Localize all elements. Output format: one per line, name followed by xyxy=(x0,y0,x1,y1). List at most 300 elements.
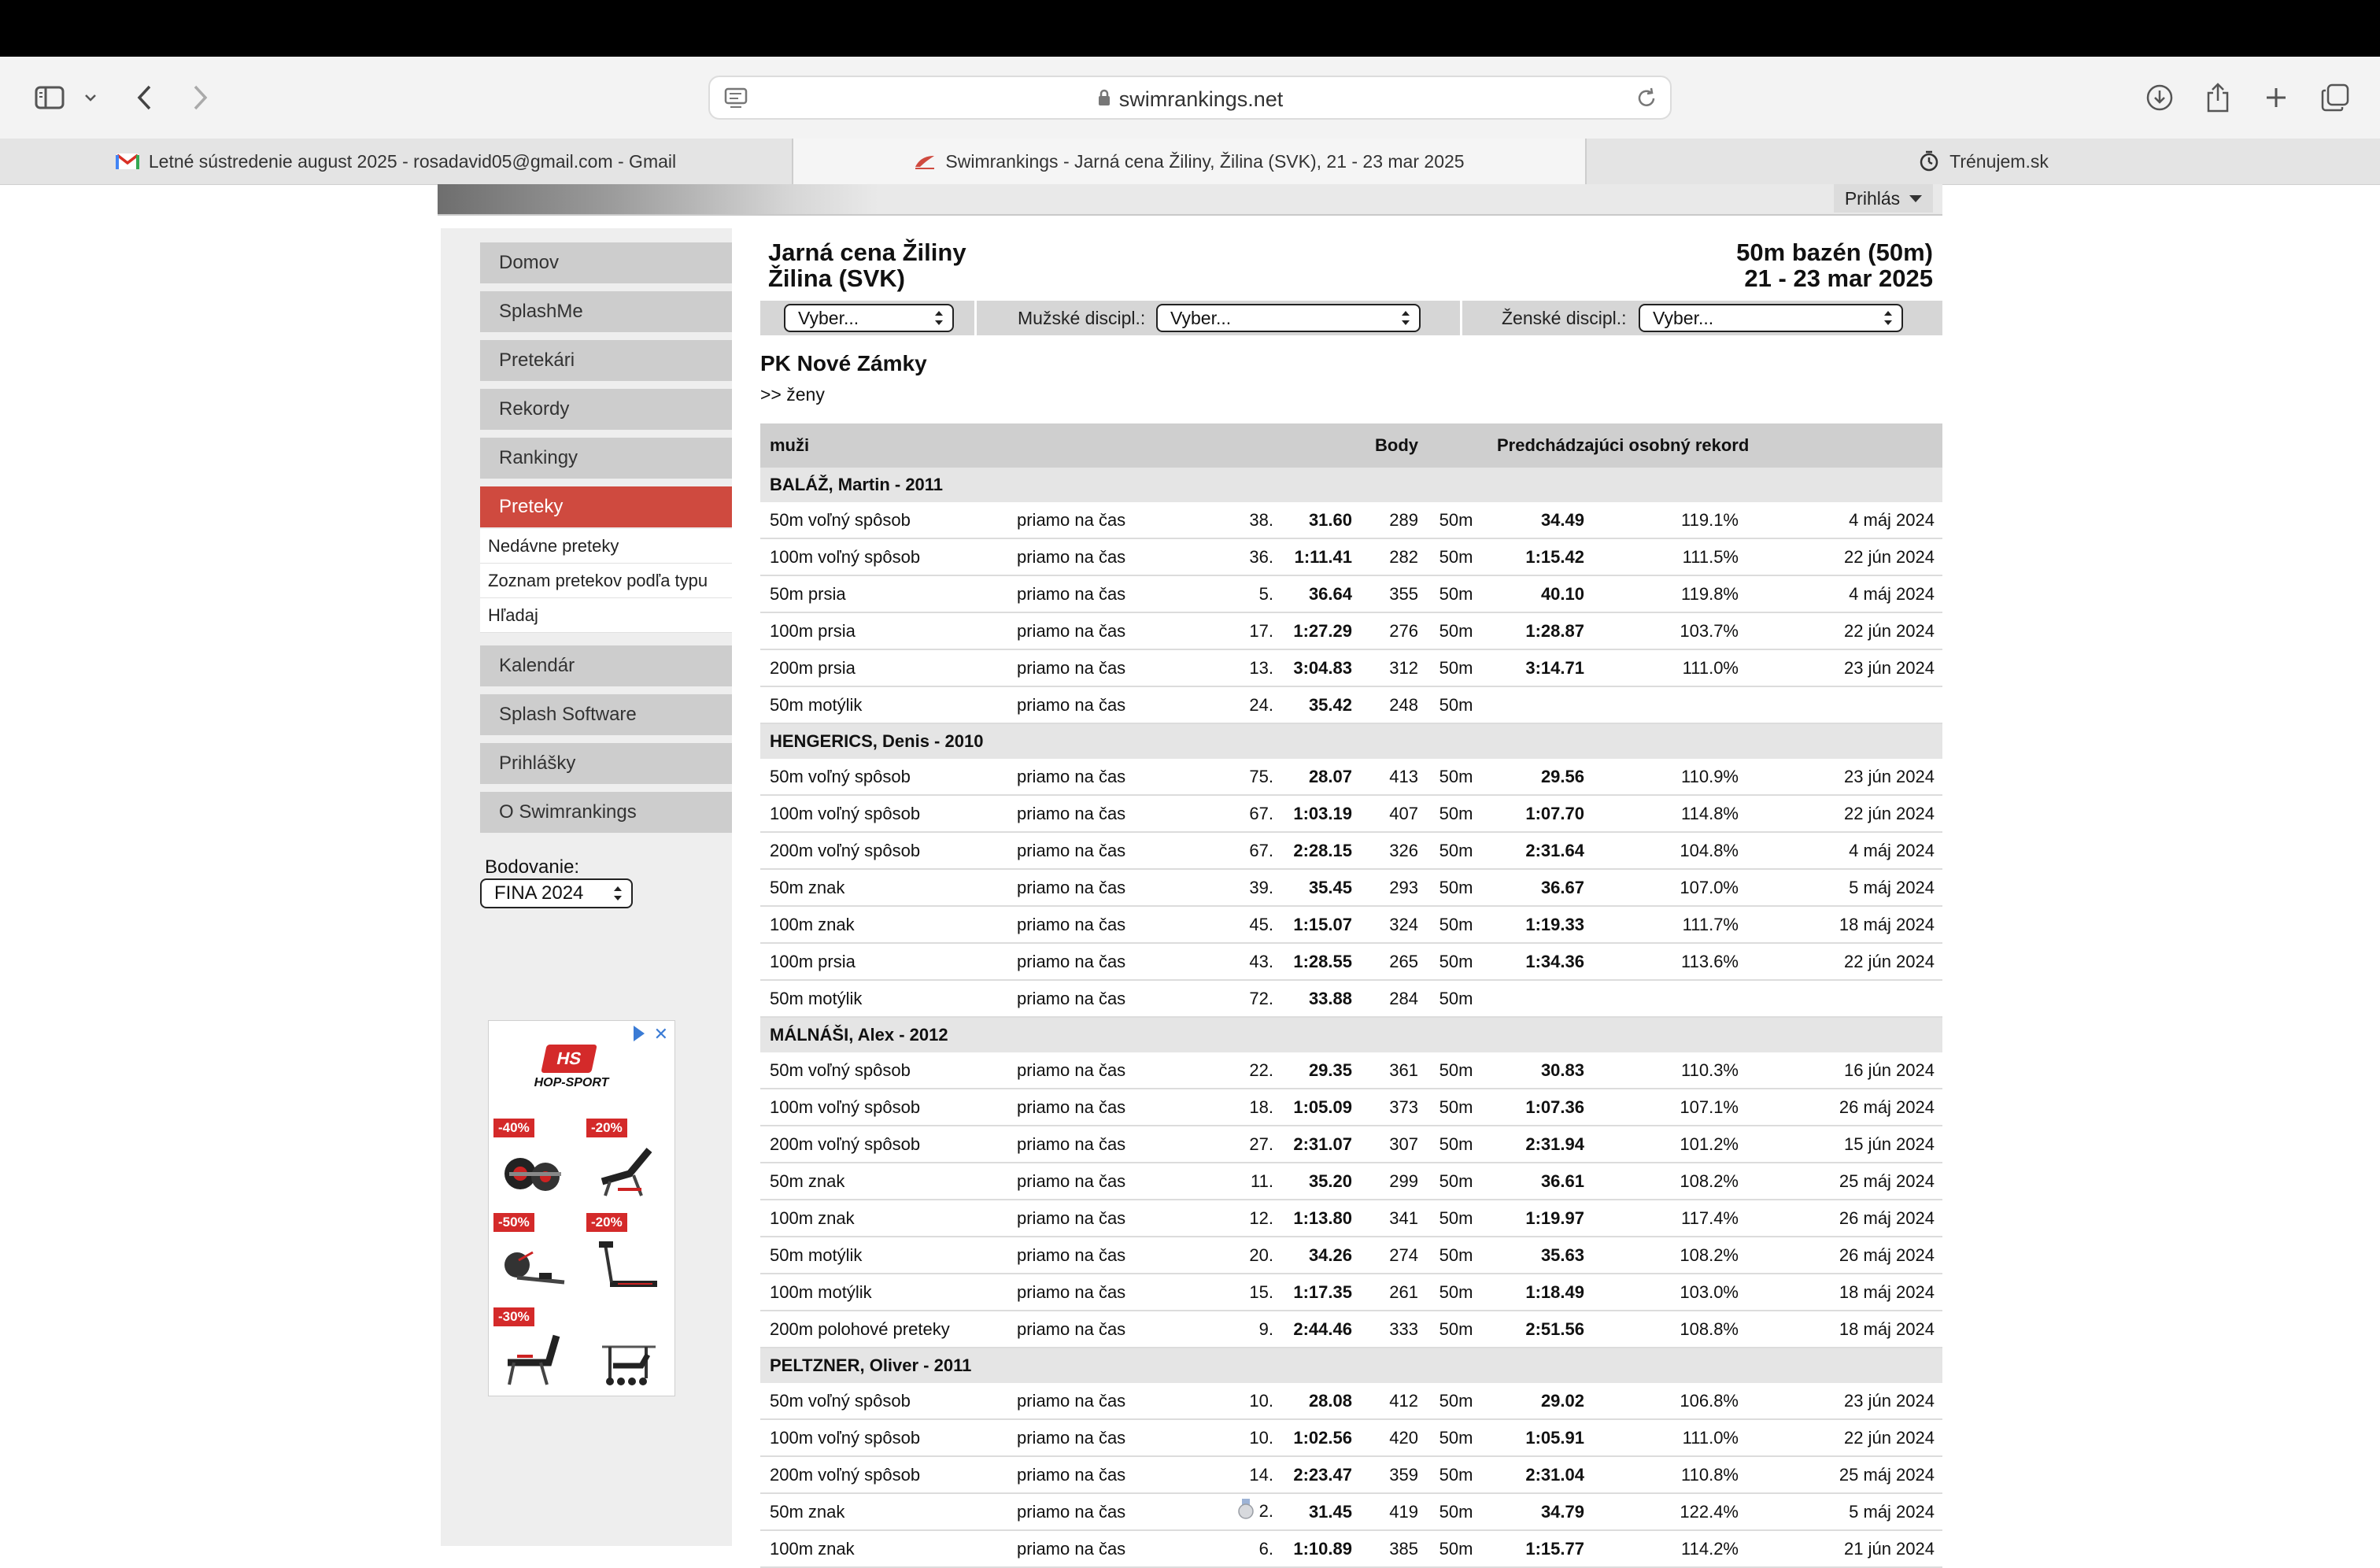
filter-bar xyxy=(760,301,1942,335)
place-value: 67. xyxy=(1249,840,1273,860)
place-cell xyxy=(1177,1200,1273,1237)
event-cell[interactable]: 50m voľný spôsob xyxy=(760,759,1017,795)
sidebar-item-pretekari[interactable] xyxy=(480,340,732,381)
sidebar-item-splash-software[interactable] xyxy=(480,694,732,735)
pb-percent-cell: 111.0% xyxy=(1584,1419,1739,1456)
pb-date-cell: 25 máj 2024 xyxy=(1739,1163,1942,1200)
place-cell xyxy=(1177,1274,1273,1311)
reload-icon[interactable] xyxy=(1635,87,1658,114)
ad-product-weight-bench[interactable] xyxy=(586,1307,668,1394)
pb-time-cell[interactable]: 1:15.42 xyxy=(1494,538,1584,575)
time-cell[interactable]: 3:04.83 xyxy=(1273,649,1352,686)
scoring-label: Bodovanie: xyxy=(485,856,580,878)
ad-product-bench[interactable] xyxy=(586,1119,668,1205)
pool-cell: 50m xyxy=(1418,1237,1494,1274)
event-cell[interactable]: 200m voľný spôsob xyxy=(760,832,1017,869)
pb-date-cell xyxy=(1739,980,1942,1017)
swimmer-name[interactable]: MÁLNÁŠI, Alex - 2012 xyxy=(760,1017,1942,1052)
points-cell: 373 xyxy=(1352,1089,1418,1126)
place-value: 39. xyxy=(1249,877,1273,897)
time-cell[interactable]: 33.88 xyxy=(1273,980,1352,1017)
place-value: 17. xyxy=(1249,620,1273,641)
sidebar-item-rekordy[interactable] xyxy=(480,389,732,430)
time-cell[interactable]: 1:10.89 xyxy=(1273,1530,1352,1567)
pb-time-cell[interactable]: 3:14.71 xyxy=(1494,649,1584,686)
pb-percent-cell: 119.8% xyxy=(1584,575,1739,612)
place-cell xyxy=(1177,1311,1273,1348)
sidebar-item-prihlasky[interactable] xyxy=(480,743,732,784)
place-cell xyxy=(1177,612,1273,649)
pb-time-cell[interactable]: 1:19.97 xyxy=(1494,1200,1584,1237)
result-row xyxy=(760,1200,1942,1237)
place-value: 10. xyxy=(1249,1427,1273,1448)
ad-product-treadmill[interactable] xyxy=(586,1213,668,1300)
time-cell[interactable]: 1:03.19 xyxy=(1273,795,1352,832)
men-events-label: Mužské discipl.: xyxy=(1018,308,1146,328)
points-cell: 333 xyxy=(1352,1311,1418,1348)
event-cell[interactable]: 200m voľný spôsob xyxy=(760,1126,1017,1163)
place-cell xyxy=(1177,759,1273,795)
tab-swimrankings[interactable] xyxy=(793,139,1587,184)
pb-time-cell[interactable]: 35.63 xyxy=(1494,1237,1584,1274)
event-pool: 50m bazén (50m) xyxy=(1736,239,1933,266)
tab-label: Letné sústredenie august 2025 - rosadavid05@gmail.com - Gmail xyxy=(148,150,677,172)
type-cell: priamo na čas xyxy=(1017,1274,1177,1311)
pool-cell: 50m xyxy=(1418,1163,1494,1200)
place-cell xyxy=(1177,906,1273,943)
ad-product-dumbbells[interactable] xyxy=(493,1119,575,1205)
bench-icon xyxy=(594,1142,660,1197)
place-cell xyxy=(1177,575,1273,612)
place-value: 38. xyxy=(1249,509,1273,530)
event-dates: 21 - 23 mar 2025 xyxy=(1744,264,1933,292)
place-cell xyxy=(1177,832,1273,869)
event-cell[interactable]: 200m prsia xyxy=(760,649,1017,686)
points-cell: 355 xyxy=(1352,575,1418,612)
pb-percent-cell: 110.8% xyxy=(1584,1456,1739,1493)
place-value: 14. xyxy=(1249,1464,1273,1485)
pool-cell: 50m xyxy=(1418,502,1494,538)
adchoices-icon[interactable] xyxy=(634,1026,645,1041)
login-button[interactable] xyxy=(1834,184,1933,213)
result-row xyxy=(760,1493,1942,1530)
ad-product-rower[interactable] xyxy=(493,1213,575,1300)
event-cell[interactable]: 50m motýlik xyxy=(760,1237,1017,1274)
header-points: Body xyxy=(1352,423,1418,468)
pb-date-cell: 23 jún 2024 xyxy=(1739,759,1942,795)
sidebar-subitem-recent[interactable] xyxy=(480,529,732,564)
time-cell[interactable]: 1:13.80 xyxy=(1273,1200,1352,1237)
pb-time-cell[interactable]: 1:15.77 xyxy=(1494,1530,1584,1567)
place-value: 27. xyxy=(1249,1133,1273,1154)
type-cell: priamo na čas xyxy=(1017,1052,1177,1089)
header-group: muži xyxy=(760,423,1352,468)
time-cell[interactable]: 34.26 xyxy=(1273,1237,1352,1274)
event-cell[interactable]: 100m prsia xyxy=(760,943,1017,980)
result-row xyxy=(760,1237,1942,1274)
points-cell: 274 xyxy=(1352,1237,1418,1274)
pb-time-cell[interactable]: 2:31.64 xyxy=(1494,832,1584,869)
event-location: Žilina (SVK) xyxy=(768,264,905,292)
tab-trenujem[interactable] xyxy=(1587,139,2380,184)
scoring-select[interactable] xyxy=(480,878,633,908)
points-cell: 284 xyxy=(1352,980,1418,1017)
pb-percent-cell: 111.7% xyxy=(1584,906,1739,943)
result-row xyxy=(760,869,1942,906)
trenujem-icon xyxy=(1918,150,1940,172)
sidebar-item-domov[interactable] xyxy=(480,242,732,283)
place-value: 75. xyxy=(1249,766,1273,786)
swimmer-name[interactable]: HENGERICS, Denis - 2010 xyxy=(760,723,1942,759)
points-cell: 420 xyxy=(1352,1419,1418,1456)
type-cell: priamo na čas xyxy=(1017,1200,1177,1237)
pb-time-cell[interactable]: 1:07.36 xyxy=(1494,1089,1584,1126)
pb-percent-cell: 111.0% xyxy=(1584,649,1739,686)
ad-product-bench-2[interactable] xyxy=(493,1307,575,1394)
type-cell: priamo na čas xyxy=(1017,832,1177,869)
type-cell: priamo na čas xyxy=(1017,1530,1177,1567)
pb-time-cell[interactable]: 29.56 xyxy=(1494,759,1584,795)
tab-label: Trénujem.sk xyxy=(1949,150,2049,172)
points-cell: 299 xyxy=(1352,1163,1418,1200)
place-cell xyxy=(1177,1530,1273,1567)
time-cell[interactable]: 1:11.41 xyxy=(1273,538,1352,575)
nav-label: Pretekári xyxy=(499,349,575,371)
type-cell: priamo na čas xyxy=(1017,1237,1177,1274)
pb-date-cell: 25 máj 2024 xyxy=(1739,1456,1942,1493)
downloads-icon[interactable] xyxy=(2142,77,2177,118)
pb-time-cell[interactable]: 30.83 xyxy=(1494,1052,1584,1089)
place-value: 11. xyxy=(1251,1170,1273,1191)
place-value: 24. xyxy=(1249,694,1273,715)
event-cell[interactable]: 200m voľný spôsob xyxy=(760,1456,1017,1493)
back-icon[interactable] xyxy=(129,77,161,118)
type-cell: priamo na čas xyxy=(1017,943,1177,980)
place-cell xyxy=(1177,1383,1273,1419)
sidebar-subitem-search[interactable] xyxy=(480,598,732,633)
discount-badge: -50% xyxy=(493,1213,534,1232)
pb-time-cell[interactable]: 1:07.70 xyxy=(1494,795,1584,832)
pb-date-cell: 4 máj 2024 xyxy=(1739,575,1942,612)
swimmer-row xyxy=(760,468,1942,502)
event-cell[interactable]: 50m voľný spôsob xyxy=(760,1052,1017,1089)
pool-cell: 50m xyxy=(1418,759,1494,795)
time-cell[interactable]: 2:23.47 xyxy=(1273,1456,1352,1493)
pb-time-cell[interactable] xyxy=(1494,686,1584,723)
ad-brand: HOP-SPORT xyxy=(534,1076,609,1089)
women-events-select[interactable] xyxy=(1639,304,1903,332)
place-cell xyxy=(1177,795,1273,832)
pb-time-cell[interactable]: 34.49 xyxy=(1494,502,1584,538)
tab-gmail[interactable] xyxy=(0,139,793,184)
time-cell[interactable]: 29.35 xyxy=(1273,1052,1352,1089)
pb-date-cell: 15 jún 2024 xyxy=(1739,1126,1942,1163)
browser-toolbar xyxy=(0,57,2380,139)
pb-time-cell[interactable]: 40.10 xyxy=(1494,575,1584,612)
time-cell[interactable]: 1:05.09 xyxy=(1273,1089,1352,1126)
time-cell[interactable]: 2:44.46 xyxy=(1273,1311,1352,1348)
pb-percent-cell xyxy=(1584,980,1739,1017)
result-row xyxy=(760,1311,1942,1348)
pb-percent-cell: 119.1% xyxy=(1584,502,1739,538)
url-text: swimrankings.net xyxy=(1118,87,1284,111)
points-cell: 407 xyxy=(1352,795,1418,832)
result-row xyxy=(760,1456,1942,1493)
place-value: 6. xyxy=(1258,1538,1273,1559)
type-cell: priamo na čas xyxy=(1017,1419,1177,1456)
place-value: 45. xyxy=(1249,914,1273,934)
time-cell[interactable]: 2:28.15 xyxy=(1273,832,1352,869)
session-select[interactable] xyxy=(784,304,954,332)
result-row xyxy=(760,832,1942,869)
pb-percent-cell: 117.4% xyxy=(1584,1200,1739,1237)
points-cell: 289 xyxy=(1352,502,1418,538)
pb-date-cell: 18 máj 2024 xyxy=(1739,1311,1942,1348)
place-value: 5. xyxy=(1258,583,1273,604)
header-divider xyxy=(438,214,1942,216)
men-events-select[interactable] xyxy=(1156,304,1421,332)
result-row xyxy=(760,1383,1942,1419)
place-cell xyxy=(1177,649,1273,686)
event-cell[interactable]: 50m znak xyxy=(760,1493,1017,1530)
pb-time-cell[interactable]: 29.02 xyxy=(1494,1383,1584,1419)
pb-date-cell: 5 máj 2024 xyxy=(1739,869,1942,906)
pb-time-cell[interactable]: 36.67 xyxy=(1494,869,1584,906)
chevron-down-icon[interactable] xyxy=(80,77,101,118)
pb-percent-cell: 108.2% xyxy=(1584,1237,1739,1274)
pb-date-cell: 18 máj 2024 xyxy=(1739,906,1942,943)
result-row xyxy=(760,943,1942,980)
lock-icon xyxy=(1097,88,1111,113)
share-icon[interactable] xyxy=(2201,77,2235,118)
bench-icon xyxy=(501,1331,567,1386)
pb-percent-cell: 110.3% xyxy=(1584,1052,1739,1089)
pb-date-cell: 22 jún 2024 xyxy=(1739,1419,1942,1456)
event-cell[interactable]: 50m znak xyxy=(760,1163,1017,1200)
pb-time-cell[interactable] xyxy=(1494,980,1584,1017)
pb-date-cell: 26 máj 2024 xyxy=(1739,1089,1942,1126)
points-cell: 359 xyxy=(1352,1456,1418,1493)
results-table xyxy=(760,423,1942,1568)
place-cell xyxy=(1177,869,1273,906)
treadmill-icon xyxy=(594,1237,660,1292)
event-cell[interactable]: 100m voľný spôsob xyxy=(760,795,1017,832)
select-arrows-icon xyxy=(935,311,943,325)
nav-label: Rekordy xyxy=(499,398,570,420)
time-cell[interactable]: 35.20 xyxy=(1273,1163,1352,1200)
place-value: 9. xyxy=(1258,1318,1273,1339)
event-cell[interactable]: 100m znak xyxy=(760,1200,1017,1237)
event-cell[interactable]: 200m polohové preteky xyxy=(760,1311,1017,1348)
new-tab-icon[interactable] xyxy=(2259,77,2293,118)
url-bar[interactable] xyxy=(708,76,1672,120)
pb-percent-cell xyxy=(1584,686,1739,723)
place-cell xyxy=(1177,502,1273,538)
pb-time-cell[interactable]: 2:31.04 xyxy=(1494,1456,1584,1493)
time-cell[interactable]: 1:15.07 xyxy=(1273,906,1352,943)
pool-cell: 50m xyxy=(1418,1200,1494,1237)
result-row xyxy=(760,906,1942,943)
time-cell[interactable]: 1:27.29 xyxy=(1273,612,1352,649)
result-row xyxy=(760,538,1942,575)
header-image xyxy=(438,184,878,214)
dumbbell-icon xyxy=(501,1142,567,1197)
event-name: Jarná cena Žiliny xyxy=(768,239,966,266)
event-cell[interactable]: 100m voľný spôsob xyxy=(760,538,1017,575)
nav-label: Rankingy xyxy=(499,447,578,468)
place-value: 13. xyxy=(1249,657,1273,678)
pool-cell: 50m xyxy=(1418,575,1494,612)
tab-overview-icon[interactable] xyxy=(2317,77,2353,118)
points-cell: 324 xyxy=(1352,906,1418,943)
place-value: 20. xyxy=(1249,1244,1273,1265)
sidebar-item-kalendar[interactable] xyxy=(480,645,732,686)
place-value: 12. xyxy=(1249,1207,1273,1228)
sidebar-item-o-swimrankings[interactable] xyxy=(480,792,732,833)
pool-cell: 50m xyxy=(1418,686,1494,723)
place-value: 15. xyxy=(1249,1281,1273,1302)
pool-cell: 50m xyxy=(1418,1419,1494,1456)
points-cell: 307 xyxy=(1352,1126,1418,1163)
event-cell[interactable]: 50m voľný spôsob xyxy=(760,502,1017,538)
event-cell[interactable]: 50m znak xyxy=(760,869,1017,906)
time-cell[interactable]: 2:31.07 xyxy=(1273,1126,1352,1163)
points-cell: 276 xyxy=(1352,612,1418,649)
time-cell[interactable]: 1:28.55 xyxy=(1273,943,1352,980)
pb-percent-cell: 114.2% xyxy=(1584,1530,1739,1567)
discount-badge: -40% xyxy=(493,1119,534,1137)
place-cell xyxy=(1177,1163,1273,1200)
pb-time-cell[interactable]: 2:31.94 xyxy=(1494,1126,1584,1163)
event-cell[interactable]: 100m znak xyxy=(760,1530,1017,1567)
pb-date-cell: 16 jún 2024 xyxy=(1739,1052,1942,1089)
type-cell: priamo na čas xyxy=(1017,649,1177,686)
select-arrows-icon xyxy=(614,886,622,900)
sidebar-toggle-icon[interactable] xyxy=(30,77,69,118)
result-row xyxy=(760,575,1942,612)
pool-cell: 50m xyxy=(1418,612,1494,649)
type-cell: priamo na čas xyxy=(1017,1311,1177,1348)
place-value: 2. xyxy=(1258,1500,1273,1521)
result-row xyxy=(760,1052,1942,1089)
sidebar-item-splashme[interactable] xyxy=(480,291,732,332)
time-cell[interactable]: 35.45 xyxy=(1273,869,1352,906)
time-cell[interactable]: 35.42 xyxy=(1273,686,1352,723)
pb-date-cell: 22 jún 2024 xyxy=(1739,943,1942,980)
event-cell[interactable]: 100m voľný spôsob xyxy=(760,1419,1017,1456)
place-value: 72. xyxy=(1249,988,1273,1008)
pb-time-cell[interactable]: 2:51.56 xyxy=(1494,1311,1584,1348)
silver-medal-icon xyxy=(1237,1499,1255,1519)
points-cell: 293 xyxy=(1352,869,1418,906)
result-row xyxy=(760,759,1942,795)
time-cell[interactable]: 36.64 xyxy=(1273,575,1352,612)
pool-cell: 50m xyxy=(1418,832,1494,869)
discount-badge: -20% xyxy=(586,1119,627,1137)
points-cell: 385 xyxy=(1352,1530,1418,1567)
pool-cell: 50m xyxy=(1418,1052,1494,1089)
pb-percent-cell: 107.0% xyxy=(1584,869,1739,906)
scoring-value: FINA 2024 xyxy=(494,882,584,904)
type-cell: priamo na čas xyxy=(1017,502,1177,538)
login-label: Prihlás xyxy=(1844,187,1901,209)
weight-bench-icon xyxy=(594,1331,660,1386)
points-cell: 312 xyxy=(1352,649,1418,686)
women-link[interactable]: >> ženy xyxy=(760,384,825,405)
type-cell: priamo na čas xyxy=(1017,612,1177,649)
pb-time-cell[interactable]: 1:05.91 xyxy=(1494,1419,1584,1456)
time-cell[interactable]: 31.60 xyxy=(1273,502,1352,538)
result-row xyxy=(760,1089,1942,1126)
pb-time-cell[interactable]: 1:18.49 xyxy=(1494,1274,1584,1311)
sidebar-item-rankingy[interactable] xyxy=(480,438,732,479)
club-name: PK Nové Zámky xyxy=(760,351,927,375)
pb-percent-cell: 113.6% xyxy=(1584,943,1739,980)
place-cell xyxy=(1177,1052,1273,1089)
pb-time-cell[interactable]: 34.79 xyxy=(1494,1493,1584,1530)
points-cell: 326 xyxy=(1352,832,1418,869)
pb-date-cell: 5 máj 2024 xyxy=(1739,1493,1942,1530)
pb-time-cell[interactable]: 36.61 xyxy=(1494,1163,1584,1200)
type-cell: priamo na čas xyxy=(1017,538,1177,575)
select-value: Vyber... xyxy=(798,307,859,328)
place-cell xyxy=(1177,1419,1273,1456)
time-cell[interactable]: 1:17.35 xyxy=(1273,1274,1352,1311)
time-cell[interactable]: 31.45 xyxy=(1273,1493,1352,1530)
subnav-label: Zoznam pretekov podľa typu xyxy=(488,570,708,590)
sidebar-item-preteky[interactable] xyxy=(480,486,732,527)
forward-icon[interactable] xyxy=(184,77,216,118)
swimmer-name[interactable]: BALÁŽ, Martin - 2011 xyxy=(760,468,1942,502)
ad-logo: HS xyxy=(541,1045,597,1073)
event-cell[interactable]: 50m prsia xyxy=(760,575,1017,612)
filter-divider xyxy=(974,301,977,335)
pb-time-cell[interactable]: 1:34.36 xyxy=(1494,943,1584,980)
result-row xyxy=(760,1530,1942,1567)
rowing-machine-icon xyxy=(501,1237,567,1292)
event-cell[interactable]: 100m motýlik xyxy=(760,1274,1017,1311)
place-cell xyxy=(1177,1456,1273,1493)
points-cell: 412 xyxy=(1352,1383,1418,1419)
pb-time-cell[interactable]: 1:19.33 xyxy=(1494,906,1584,943)
event-cell[interactable]: 50m motýlik xyxy=(760,686,1017,723)
place-value: 22. xyxy=(1249,1060,1273,1080)
pb-percent-cell: 111.5% xyxy=(1584,538,1739,575)
pb-percent-cell: 104.8% xyxy=(1584,832,1739,869)
event-cell[interactable]: 50m voľný spôsob xyxy=(760,1383,1017,1419)
caret-down-icon xyxy=(1909,195,1922,202)
event-cell[interactable]: 50m motýlik xyxy=(760,980,1017,1017)
advertisement[interactable] xyxy=(488,1020,675,1396)
event-cell[interactable]: 100m voľný spôsob xyxy=(760,1089,1017,1126)
event-cell[interactable]: 100m prsia xyxy=(760,612,1017,649)
pool-cell: 50m xyxy=(1418,1126,1494,1163)
select-value: Vyber... xyxy=(1170,307,1232,328)
time-cell[interactable]: 1:02.56 xyxy=(1273,1419,1352,1456)
nav-label: O Swimrankings xyxy=(499,801,637,823)
result-row xyxy=(760,612,1942,649)
sidebar-subitem-by-type[interactable] xyxy=(480,564,732,598)
time-cell[interactable]: 28.08 xyxy=(1273,1383,1352,1419)
pb-time-cell[interactable]: 1:28.87 xyxy=(1494,612,1584,649)
subnav-label: Hľadaj xyxy=(488,605,538,625)
swimmer-name[interactable]: PELTZNER, Oliver - 2011 xyxy=(760,1348,1942,1383)
event-title xyxy=(768,239,966,291)
pool-cell: 50m xyxy=(1418,795,1494,832)
event-cell[interactable]: 100m znak xyxy=(760,906,1017,943)
close-icon[interactable]: ✕ xyxy=(653,1024,668,1044)
time-cell[interactable]: 28.07 xyxy=(1273,759,1352,795)
